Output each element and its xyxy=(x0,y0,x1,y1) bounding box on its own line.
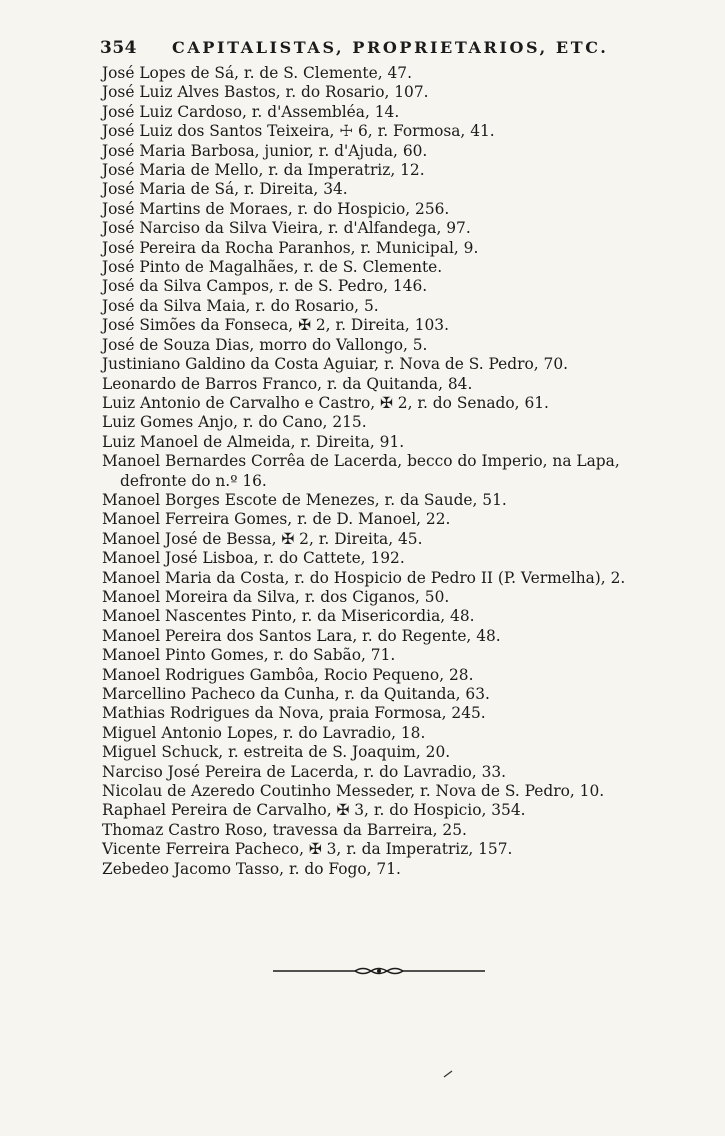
list-item: José da Silva Campos, r. de S. Pedro, 146. xyxy=(102,277,428,296)
list-item: José Martins de Moraes, r. do Hospicio, 256. xyxy=(102,199,450,218)
list-item: José Narciso da Silva Vieira, r. d'Alfandega, 97. xyxy=(102,219,471,238)
list-item: Justiniano Galdino da Costa Aguiar, r. Nova de S. Pedro, 70. xyxy=(102,355,569,374)
list-item: José Luiz dos Santos Teixeira, ☩ 6, r. Formosa, 41. xyxy=(102,122,495,141)
list-item: Mathias Rodrigues da Nova, praia Formosa, 245. xyxy=(102,704,486,723)
list-item: Manoel Pinto Gomes, r. do Sabão, 71. xyxy=(102,646,396,665)
list-item: Luiz Manoel de Almeida, r. Direita, 91. xyxy=(102,432,405,451)
list-item: José Pereira da Rocha Paranhos, r. Municipal, 9. xyxy=(102,238,479,257)
list-item: José Simões da Fonseca, ✠ 2, r. Direita, 103. xyxy=(102,316,449,335)
list-item: Manoel Moreira da Silva, r. dos Ciganos, 50. xyxy=(102,587,450,606)
list-item: Luiz Antonio de Carvalho e Castro, ✠ 2, r. do Senado, 61. xyxy=(102,393,549,412)
list-item: Thomaz Castro Roso, travessa da Barreira, 25. xyxy=(102,820,467,839)
page-number: 354 xyxy=(100,38,137,58)
list-item: Manoel Pereira dos Santos Lara, r. do Regente, 48. xyxy=(102,626,501,645)
list-item: Manoel José de Bessa, ✠ 2, r. Direita, 45. xyxy=(102,529,423,548)
running-head: CAPITALISTAS, PROPRIETARIOS, ETC. xyxy=(172,38,609,57)
list-item: Luiz Gomes Anjo, r. do Cano, 215. xyxy=(102,413,367,432)
list-item: Miguel Antonio Lopes, r. do Lavradio, 18. xyxy=(102,723,426,742)
list-item: José Maria de Mello, r. da Imperatriz, 12. xyxy=(102,161,425,180)
list-item: Manoel Nascentes Pinto, r. da Misericordia, 48. xyxy=(102,607,475,626)
list-item: José da Silva Maia, r. do Rosario, 5. xyxy=(102,296,379,315)
list-item: Raphael Pereira de Carvalho, ✠ 3, r. do Hospicio, 354. xyxy=(102,801,526,820)
list-item: José Luiz Cardoso, r. d'Assembléa, 14. xyxy=(102,102,400,121)
list-item: Vicente Ferreira Pacheco, ✠ 3, r. da Imperatriz, 157. xyxy=(102,840,513,859)
list-item: Narciso José Pereira de Lacerda, r. do Lavradio, 33. xyxy=(102,762,507,781)
list-item: José Luiz Alves Bastos, r. do Rosario, 107. xyxy=(102,83,429,102)
list-item: Manoel Maria da Costa, r. do Hospicio de Pedro II (P. Vermelha), 2. xyxy=(102,568,626,587)
list-item-continuation: defronte do n.º 16. xyxy=(120,471,267,490)
list-item: José Maria Barbosa, junior, r. d'Ajuda, 60. xyxy=(102,141,428,160)
list-item: José de Souza Dias, morro do Vallongo, 5. xyxy=(102,335,428,354)
list-item: Leonardo de Barros Franco, r. da Quitanda, 84. xyxy=(102,374,473,393)
list-item: Zebedeo Jacomo Tasso, r. do Fogo, 71. xyxy=(102,859,401,878)
list-item: Miguel Schuck, r. estreita de S. Joaquim, 20. xyxy=(102,743,451,762)
list-item: Manoel José Lisboa, r. do Cattete, 192. xyxy=(102,549,405,568)
list-item: Marcellino Pacheco da Cunha, r. da Quitanda, 63. xyxy=(102,685,490,703)
list-item: Manoel Bernardes Corrêa de Lacerda, becco do Imperio, na Lapa, xyxy=(102,452,620,471)
list-item: José Pinto de Magalhães, r. de S. Clemente. xyxy=(102,258,443,277)
directory-list xyxy=(102,64,682,879)
list-item: Manoel Borges Escote de Menezes, r. da Saude, 51. xyxy=(102,490,507,509)
list-item: José Maria de Sá, r. Direita, 34. xyxy=(102,180,348,199)
list-item: Manoel Ferreira Gomes, r. de D. Manoel, 22. xyxy=(102,510,451,529)
ink-mark xyxy=(443,1070,453,1078)
ornamental-rule xyxy=(273,964,485,978)
list-item: Manoel Rodrigues Gambôa, Rocio Pequeno, 28. xyxy=(102,665,474,684)
list-item: José Lopes de Sá, r. de S. Clemente, 47. xyxy=(102,64,412,82)
list-item: Nicolau de Azeredo Coutinho Messeder, r. Nova de S. Pedro, 10. xyxy=(102,782,605,801)
